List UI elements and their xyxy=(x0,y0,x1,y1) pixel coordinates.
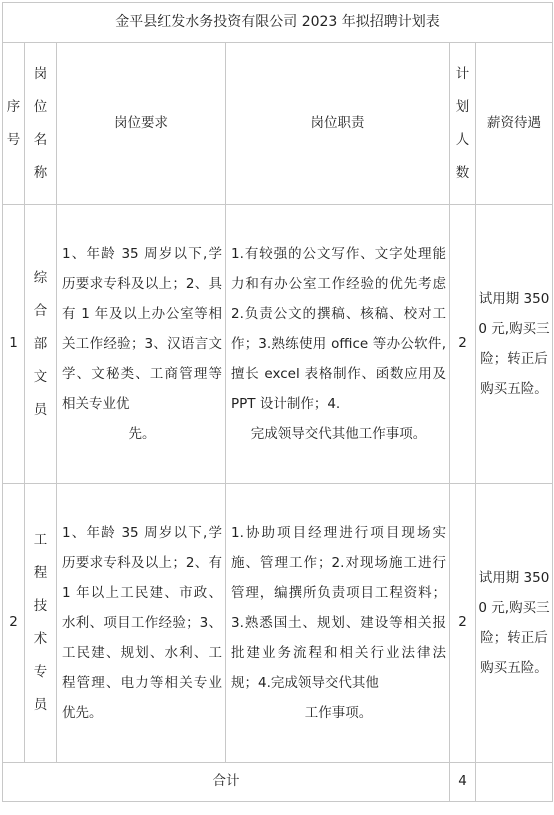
recruitment-plan-table xyxy=(2,2,553,802)
total-salary-empty xyxy=(476,763,553,802)
row-seq: 1 xyxy=(3,205,25,484)
header-requirements: 岗位要求 xyxy=(57,43,226,205)
row-position: 工程技术专员 xyxy=(25,484,57,763)
header-salary: 薪资待遇 xyxy=(476,43,553,205)
row-count: 2 xyxy=(450,484,476,763)
table-row xyxy=(3,484,553,763)
row-salary: 试用期 3500 元,购买三险；转正后购买五险。 xyxy=(476,205,553,484)
header-count: 计划人数 xyxy=(450,43,476,205)
row-requirements: 1、年龄 35 周岁以下,学历要求专科及以上；2、具有 1 年及以上办公室等相关工作经验；3、汉语言文学、文秘类、工商管理等相关专业优 先。 xyxy=(57,205,226,484)
header-row xyxy=(3,43,553,205)
table-title: 金平县红发水务投资有限公司 2023 年拟招聘计划表 xyxy=(3,3,553,43)
title-row xyxy=(3,3,553,43)
total-row xyxy=(3,763,553,802)
row-seq: 2 xyxy=(3,484,25,763)
row-count: 2 xyxy=(450,205,476,484)
row-duties: 1.有较强的公文写作、文字处理能力和有办公室工作经验的优先考虑 2.负责公文的撰稿、核稿、校对工作；3.熟练使用 office 等办公软件, 擅长 excel 表格制作、函数应用及 PPT 设计制作；4. 完成领导交代其他工作事项。 xyxy=(226,205,450,484)
row-duties: 1.协助项目经理进行项目现场实施、管理工作；2.对现场施工进行管理，编撰所负责项目工程资料；3.熟悉国土、规划、建设等相关报批建业务流程和相关行业法律法规；4.完成领导交代其他 工作事项。 xyxy=(226,484,450,763)
row-requirements: 1、年龄 35 周岁以下,学历要求专科及以上；2、有 1 年以上工民建、市政、水利、项目工作经验；3、工民建、规划、水利、工程管理、电力等相关专业优先。 xyxy=(57,484,226,763)
total-count: 4 xyxy=(450,763,476,802)
header-seq: 序号 xyxy=(3,43,25,205)
table-row xyxy=(3,205,553,484)
header-duties: 岗位职责 xyxy=(226,43,450,205)
header-position: 岗位名称 xyxy=(25,43,57,205)
row-position: 综合部文员 xyxy=(25,205,57,484)
total-label: 合计 xyxy=(3,763,450,802)
row-salary: 试用期 3500 元,购买三险；转正后购买五险。 xyxy=(476,484,553,763)
